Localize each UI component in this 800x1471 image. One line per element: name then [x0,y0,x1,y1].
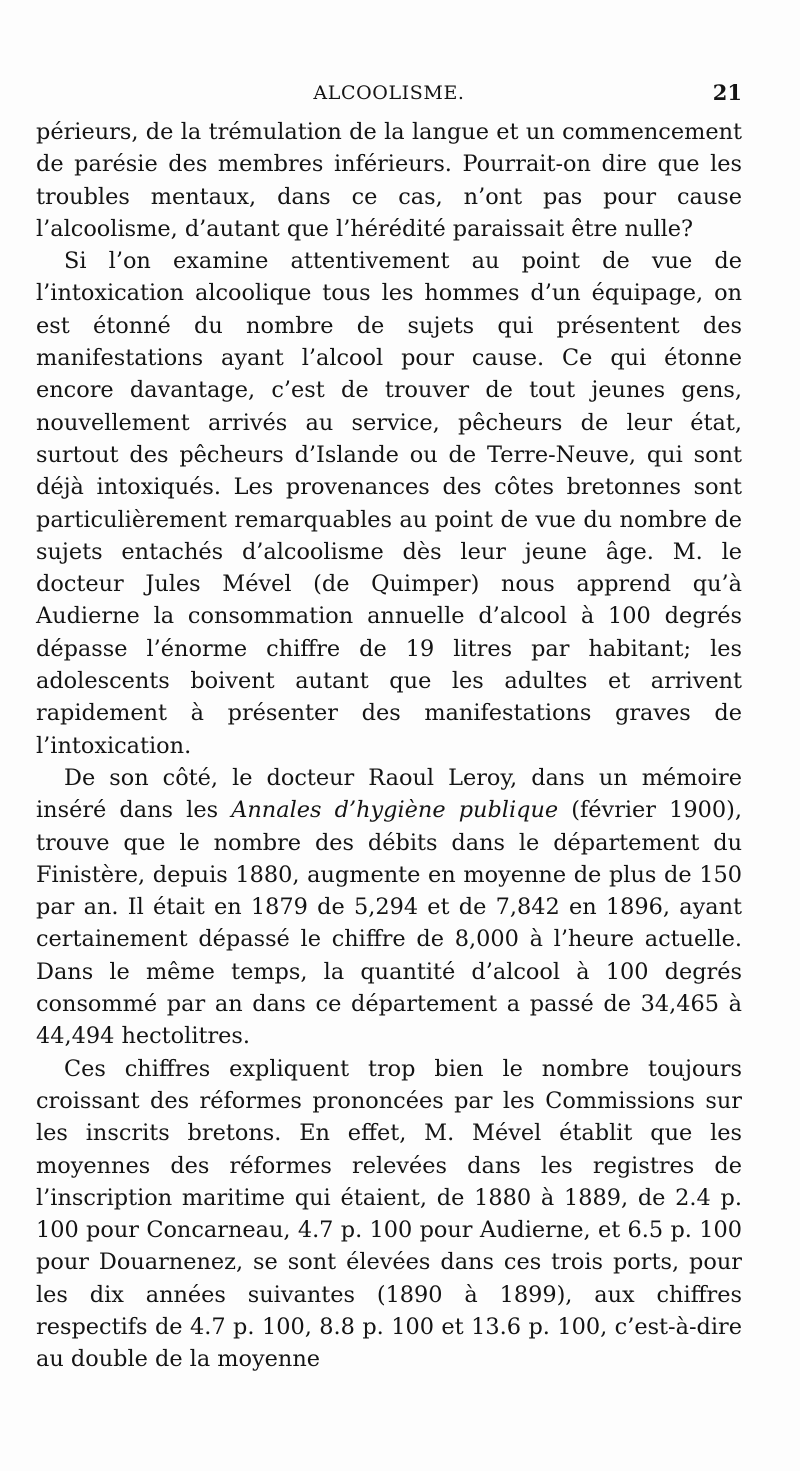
page-number: 21 [712,80,742,105]
journal-title: Annales d’hygiène publique [231,797,559,824]
paragraph-3 [36,762,742,1053]
paragraph-1: périeurs, de la trémulation de la langue et un commencement de parésie des membres inférieurs. Pourrait-on dire que les troubles mentaux, dans ce cas, n’ont pas pour cause l’alcoolisme, d’autant que l’hérédité paraissait être nulle? [36,119,742,242]
paragraph-2: Si l’on examine attentivement au point de vue de l’intoxication alcoolique tous les hommes d’un équipage, on est étonné du nombre de sujets qui présentent des manifestations ayant l’alcool pour cause. Ce qui étonne encore davantage, c’est de trouver de tout jeunes gens, nouvellement arrivés au service, pêcheurs de leur état, surtout des pêcheurs d’Islande ou de Terre-Neuve, qui sont déjà intoxiqués. Les provenances des côtes bretonnes sont particulièrement remarquables au point de vue du nombre de sujets entachés d’alcoolisme dès leur jeune âge. M. le docteur Jules Mével (de Quimper) nous apprend qu’à Audierne la consommation annuelle d’alcool à 100 degrés dépasse l’énorme chiffre de 19 litres par habitant; les adolescents boivent autant que les adultes et arrivent rapidement à présenter des manifestations graves de l’intoxication. [36,248,742,759]
page-header [36,78,742,110]
body-text [36,116,742,1376]
paragraph-3-text-end: (février 1900), trouve que le nombre des débits dans le département du Finistère, depuis 1880, augmente en moyenne de plus de 150 par an. Il était en 1879 de 5,294 et de 7,842 en 1896, ayant certainement dépassé le chiffre de 8,000 à l’heure actuelle. Dans le même temps, la quantité d’alcool à 100 degrés consommé par an dans ce département a passé de 34,465 à 44,494 hectolitres. [36,797,742,1050]
running-head: ALCOOLISME. [313,82,465,104]
paragraph-4: Ces chiffres expliquent trop bien le nombre toujours croissant des réformes prononcées par les Commissions sur les inscrits bretons. En effet, M. Mével établit que les moyennes des réformes relevées dans les registres de l’inscription maritime qui étaient, de 1880 à 1889, de 2.4 p. 100 pour Concarneau, 4.7 p. 100 pour Audierne, et 6.5 p. 100 pour Douarnenez, se sont élevées dans ces trois ports, pour les dix années suivantes (1890 à 1899), aux chiffres respectifs de 4.7 p. 100, 8.8 p. 100 et 13.6 p. 100, c’est-à-dire au double de la moyenne [36,1055,742,1373]
paragraph-3-text-start: De son côté, le docteur Raoul Leroy, dans un mémoire inséré dans les [36,764,742,824]
